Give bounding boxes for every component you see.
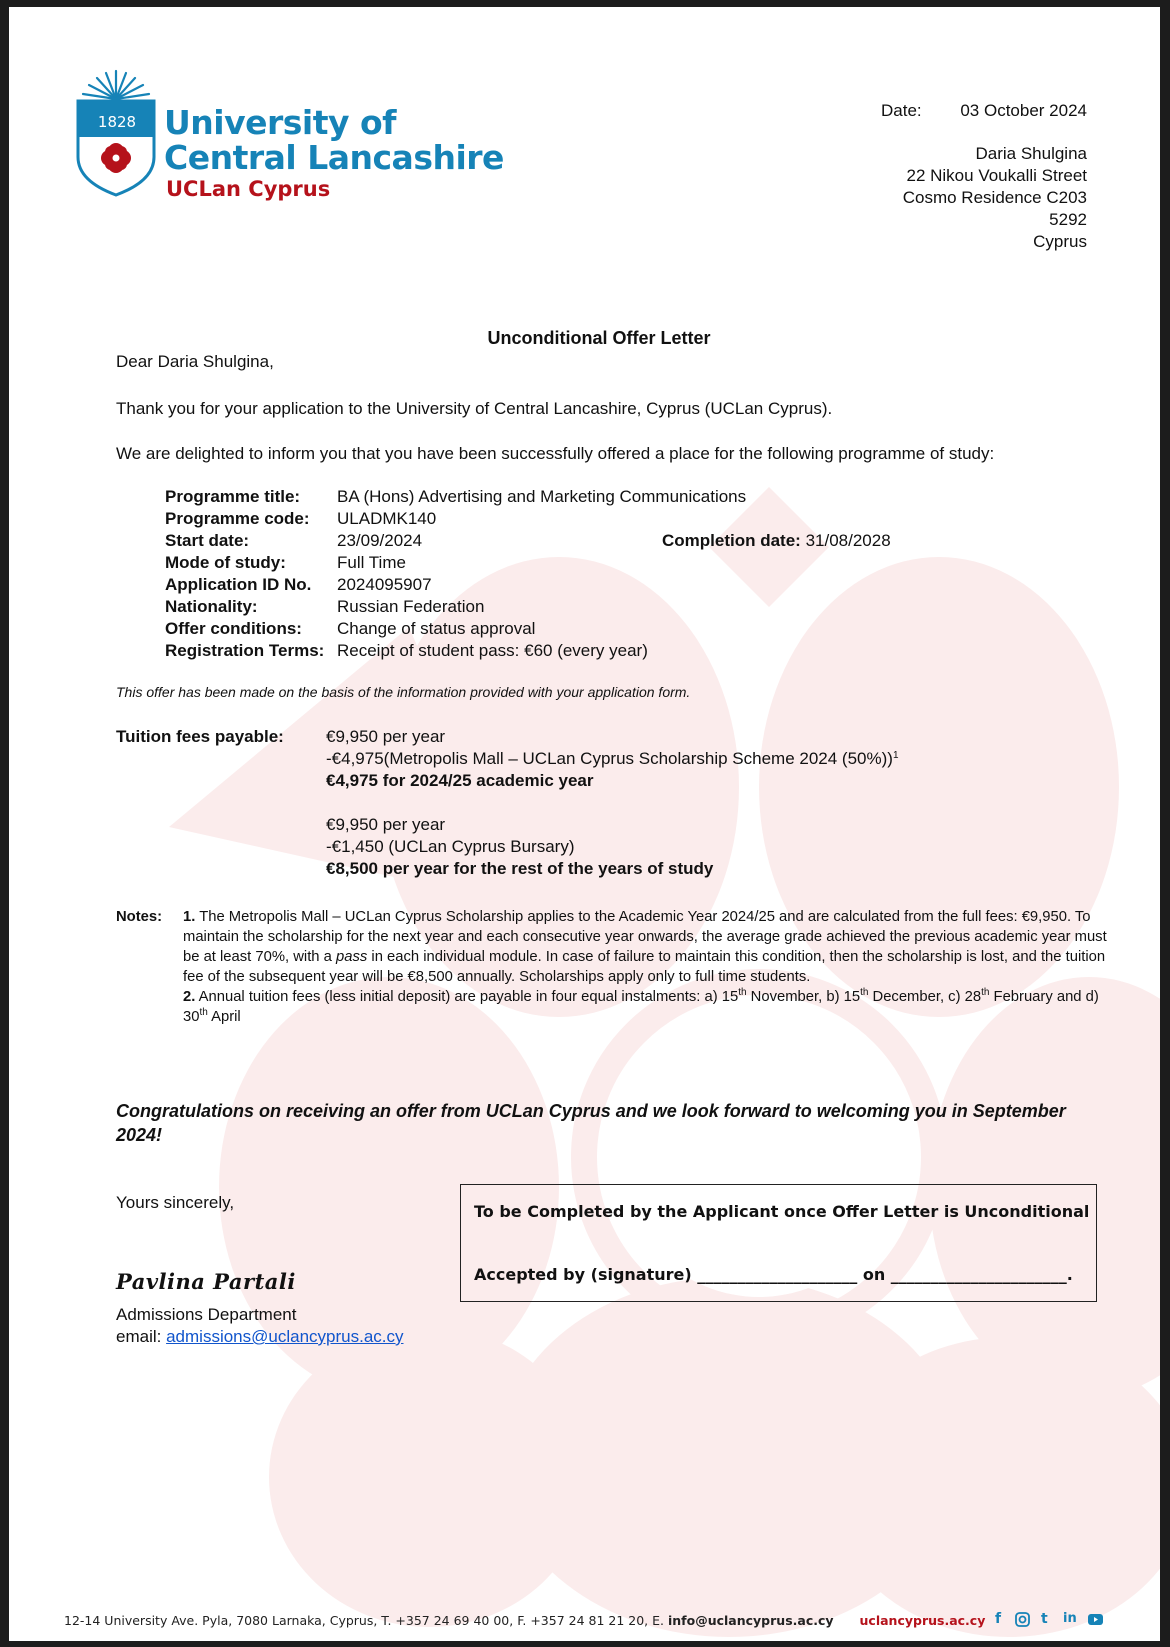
letter-page (9, 7, 1160, 1641)
note-text: 30 (183, 1009, 200, 1025)
scholarship-line: -€4,975(Metropolis Mall – UCLan Cyprus Scholarship Scheme 2024 (50%)) (326, 749, 893, 768)
youtube-icon[interactable] (1088, 1614, 1103, 1625)
ordinal-suffix: th (860, 987, 869, 998)
note-line: maintain the scholarship for the next year and each consecutive year onwards, the average grade achieved the previous academic year must (183, 929, 1107, 945)
detail-label: Nationality: (165, 597, 258, 616)
detail-value: Russian Federation (337, 597, 485, 616)
footer-email[interactable]: info@uclancyprus.ac.cy (667, 1613, 834, 1628)
note-text: be at least 70%, with a (183, 949, 332, 965)
ordinal-suffix: th (981, 987, 990, 998)
footer-bar (64, 1613, 985, 1628)
detail-label: Mode of study: (165, 553, 286, 572)
detail-label: Application ID No. (165, 575, 312, 594)
fee-total-line: €4,975 for 2024/25 academic year (326, 771, 594, 790)
note-number: 1. (183, 909, 196, 925)
detail-label: Start date: (165, 531, 250, 550)
acceptance-heading: To be Completed by the Applicant once Offer Letter is Unconditional (474, 1202, 1090, 1221)
note-line (183, 947, 1106, 967)
note-text: Annual tuition fees (less initial deposit) are payable in four equal instalments: a) 15 (198, 989, 739, 1005)
congrats-line: Congratulations on receiving an offer from UCLan Cyprus and we look forward to welcoming you in September (116, 1101, 1066, 1121)
completion-value: 31/08/2028 (805, 531, 891, 550)
detail-value: 2024095907 (337, 575, 432, 594)
detail-label: Programme title: (165, 487, 301, 506)
instagram-icon[interactable] (1015, 1612, 1030, 1627)
address-line: 5292 (1049, 210, 1087, 229)
signature: Pavlina Partali (116, 1269, 296, 1294)
footer-address: 12-14 University Ave. Pyla, 7080 Larnaka, Cyprus, T. +357 24 69 40 00, F. +357 24 81 21 20, E. (64, 1613, 664, 1628)
fee-line: €9,950 per year (326, 727, 446, 746)
linkedin-icon[interactable]: in (1063, 1611, 1077, 1626)
intro-paragraph: Thank you for your application to the University of Central Lancashire, Cyprus (UCLan Cyprus). (116, 399, 833, 418)
letter-title: Unconditional Offer Letter (487, 328, 711, 348)
admissions-email-link[interactable]: admissions@uclancyprus.ac.cy (166, 1327, 404, 1346)
detail-label: Programme code: (165, 509, 310, 528)
footnote-mark: 1 (892, 750, 899, 761)
congratulations-message (116, 1099, 1066, 1147)
completion-date (662, 530, 891, 552)
note-text: November, b) 15 (746, 989, 861, 1005)
detail-value: Receipt of student pass: €60 (every year) (337, 641, 648, 660)
note-line (183, 987, 1099, 1007)
detail-value: ULADMK140 (337, 509, 437, 528)
date-label: Date: (881, 101, 922, 120)
note-text: February and d) (989, 989, 1099, 1005)
salutation: Dear Daria Shulgina, (116, 352, 274, 371)
note-number: 2. (183, 989, 196, 1005)
notes-body (183, 907, 1107, 1027)
detail-value: Change of status approval (337, 619, 536, 638)
recipient-address (789, 143, 1087, 253)
note-line (183, 1007, 1083, 1027)
tumblr-icon[interactable]: t (1041, 1611, 1048, 1627)
closing-salutation: Yours sincerely, (116, 1193, 235, 1212)
detail-value: Full Time (337, 553, 406, 572)
congrats-line: 2024! (116, 1125, 163, 1145)
note-text: April (207, 1009, 241, 1025)
note-text: December, c) 28 (868, 989, 982, 1005)
address-line: Cosmo Residence C203 (902, 188, 1087, 207)
fee-line: €9,950 per year (326, 815, 446, 834)
note-emphasis: pass (336, 949, 368, 965)
detail-label: Registration Terms: (165, 641, 325, 660)
offer-paragraph: We are delighted to inform you that you have been successfully offered a place for the following programme of study: (116, 444, 995, 463)
acceptance-signature-line[interactable]: Accepted by (signature) ____________________ on ______________________. (474, 1265, 1073, 1284)
ordinal-suffix: th (199, 1007, 208, 1018)
uclan-shield-icon (76, 69, 156, 199)
email-line (116, 1326, 404, 1348)
fee-line (326, 748, 899, 770)
note-text: in each individual module. In case of failure to maintain this condition, then the scholarship is lost, and the tuition (371, 949, 1106, 965)
facebook-icon[interactable]: f (995, 1611, 1002, 1627)
applicant-acceptance-box (460, 1184, 1097, 1302)
detail-label: Offer conditions: (165, 619, 302, 638)
fee-total-line: €8,500 per year for the rest of the years of study (326, 859, 714, 878)
note-text: The Metropolis Mall – UCLan Cyprus Scholarship applies to the Academic Year 2024/25 and are calculated from the full fees: €9,950. To (199, 909, 1091, 925)
address-line: Cyprus (1033, 232, 1087, 251)
ordinal-suffix: th (738, 987, 747, 998)
notes-label: Notes: (116, 909, 163, 925)
offer-basis-note: This offer has been made on the basis of the information provided with your application form. (116, 684, 691, 700)
fees-label: Tuition fees payable: (116, 727, 284, 746)
logo-line-2: Central Lancashire (164, 138, 504, 177)
address-line: 22 Nikou Voukalli Street (906, 166, 1087, 185)
detail-value: BA (Hons) Advertising and Marketing Communications (337, 487, 747, 506)
department: Admissions Department (116, 1305, 297, 1324)
email-label: email: (116, 1327, 162, 1346)
fee-line: -€1,450 (UCLan Cyprus Bursary) (326, 837, 575, 856)
note-line (183, 907, 1091, 927)
completion-label: Completion date: (662, 531, 801, 550)
date-value: 03 October 2024 (960, 101, 1087, 120)
logo-line-1: University of (164, 103, 397, 142)
footer-website[interactable]: uclancyprus.ac.cy (859, 1613, 986, 1628)
logo-line-3: UCLan Cyprus (166, 177, 331, 201)
note-line: fee of the subsequent year will be €8,500 annually. Scholarships apply only to full time students. (183, 969, 811, 985)
address-line: Daria Shulgina (975, 144, 1087, 163)
detail-value: 23/09/2024 (337, 531, 423, 550)
logo-year: 1828 (97, 113, 137, 131)
